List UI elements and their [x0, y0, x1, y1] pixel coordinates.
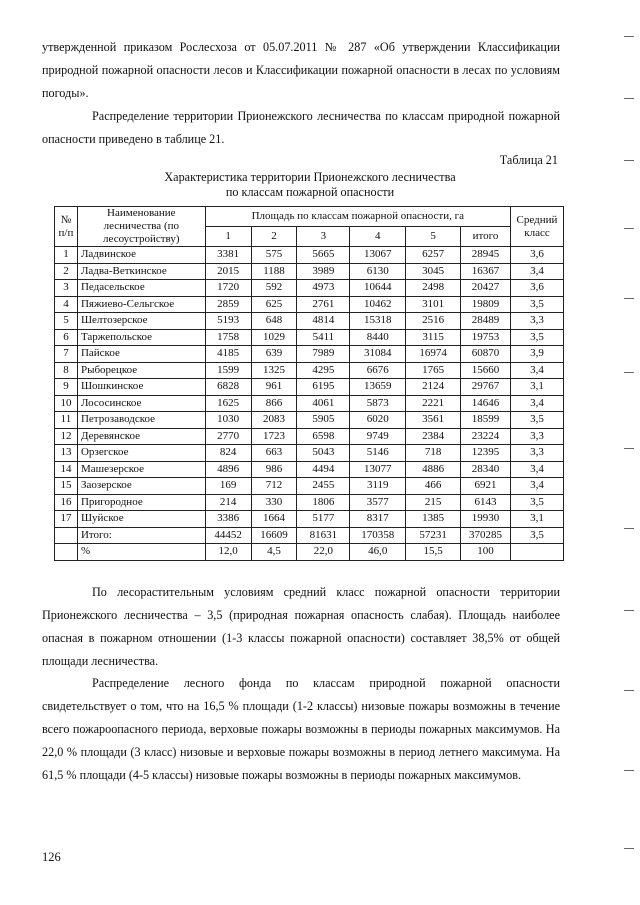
area-value: 3101 [406, 296, 461, 313]
row-number: 12 [55, 428, 78, 445]
table-caption-line2: по классам пожарной опасности [225, 185, 395, 199]
table-row [55, 412, 564, 429]
area-value: 5665 [297, 247, 350, 264]
area-value: 592 [251, 280, 297, 297]
area-value: 4185 [205, 346, 251, 363]
percent-value: 100 [461, 544, 511, 561]
area-value: 6143 [461, 494, 511, 511]
percent-value: 22,0 [297, 544, 350, 561]
area-value: 824 [205, 445, 251, 462]
row-number: 1 [55, 247, 78, 264]
scan-edge-mark [624, 848, 634, 849]
header-class-4: 4 [350, 227, 406, 247]
area-value: 3381 [205, 247, 251, 264]
total-label: Итого: [77, 527, 205, 544]
percent-value: 4,5 [251, 544, 297, 561]
area-value: 8440 [350, 329, 406, 346]
area-value: 663 [251, 445, 297, 462]
area-value: 7989 [297, 346, 350, 363]
area-value: 575 [251, 247, 297, 264]
total-value: 81631 [297, 527, 350, 544]
area-value: 1599 [205, 362, 251, 379]
average-class: 3,4 [510, 478, 563, 495]
forestry-name: Заозерское [77, 478, 205, 495]
area-value: 4814 [297, 313, 350, 330]
row-number: 14 [55, 461, 78, 478]
area-value: 5146 [350, 445, 406, 462]
average-class: 3,4 [510, 461, 563, 478]
paragraph-average-class: По лесорастительным условиям средний класс пожарной опасности территории Прионежского лесничества – 3,5 (природная пожарная опасность слабая). Площадь наиболее опасная в пожарном отношении (1-3 классы пожарной опасности) составляет 38,5% от общей площади лесничества. [42, 585, 560, 668]
forestry-name: Пайское [77, 346, 205, 363]
area-value: 2015 [205, 263, 251, 280]
area-value: 2221 [406, 395, 461, 412]
average-class: 3,3 [510, 445, 563, 462]
area-value: 3989 [297, 263, 350, 280]
average-class: 3,6 [510, 247, 563, 264]
area-value: 5193 [205, 313, 251, 330]
forestry-name: Машезерское [77, 461, 205, 478]
scan-edge-mark [624, 298, 634, 299]
area-value: 13077 [350, 461, 406, 478]
area-value: 625 [251, 296, 297, 313]
area-value: 1030 [205, 412, 251, 429]
table-row [55, 511, 564, 528]
area-value: 23224 [461, 428, 511, 445]
header-avg: Средний класс [510, 207, 563, 247]
forestry-name: Орзегское [77, 445, 205, 462]
forestry-name: Петрозаводское [77, 412, 205, 429]
row-number: 15 [55, 478, 78, 495]
area-value: 1188 [251, 263, 297, 280]
table-row [55, 313, 564, 330]
forestry-name: Лососинское [77, 395, 205, 412]
fire-danger-table [54, 206, 564, 561]
area-value: 1765 [406, 362, 461, 379]
total-value: 170358 [350, 527, 406, 544]
percent-value: 15,5 [406, 544, 461, 561]
area-value: 4061 [297, 395, 350, 412]
area-value: 5177 [297, 511, 350, 528]
average-class: 3,4 [510, 263, 563, 280]
area-value: 18599 [461, 412, 511, 429]
scan-edge-mark [624, 528, 634, 529]
total-value: 44452 [205, 527, 251, 544]
scan-edge-mark [624, 228, 634, 229]
area-value: 2455 [297, 478, 350, 495]
area-value: 29767 [461, 379, 511, 396]
paragraph-distribution: Распределение лесного фонда по классам природной пожарной опасности свидетельствует о том, что на 16,5 % площади (1-2 классы) низовые пожары возможны в течение всего пожароопасного периода, верховые пожары возможны в периоды пожарных максимумов. На 22,0 % площади (3 класс) низовые и верховые пожары возможны в период летнего максимума. На 61,5 % площади (4-5 классы) низовые пожары возможны в периоды пожарных максимумов. [42, 676, 560, 782]
table-row [55, 395, 564, 412]
page-number: 126 [42, 850, 61, 864]
table-row [55, 296, 564, 313]
area-value: 2124 [406, 379, 461, 396]
area-value: 8317 [350, 511, 406, 528]
table-row [55, 428, 564, 445]
area-value: 2384 [406, 428, 461, 445]
area-value: 1664 [251, 511, 297, 528]
area-value: 28945 [461, 247, 511, 264]
row-number: 6 [55, 329, 78, 346]
area-value: 3577 [350, 494, 406, 511]
area-value: 466 [406, 478, 461, 495]
average-class: 3,4 [510, 362, 563, 379]
area-value: 6921 [461, 478, 511, 495]
area-value: 3561 [406, 412, 461, 429]
row-number: 3 [55, 280, 78, 297]
table-row [55, 362, 564, 379]
area-value: 2516 [406, 313, 461, 330]
area-value: 4973 [297, 280, 350, 297]
area-value: 866 [251, 395, 297, 412]
row-number: 5 [55, 313, 78, 330]
header-class-6: итого [461, 227, 511, 247]
row-number: 2 [55, 263, 78, 280]
area-value: 5873 [350, 395, 406, 412]
average-class: 3,3 [510, 313, 563, 330]
row-number: 13 [55, 445, 78, 462]
table-label: Таблица 21 [499, 153, 558, 167]
percent-average [510, 544, 563, 561]
area-value: 13659 [350, 379, 406, 396]
area-value: 2761 [297, 296, 350, 313]
table-row [55, 247, 564, 264]
total-value: 57231 [406, 527, 461, 544]
area-value: 330 [251, 494, 297, 511]
area-value: 1806 [297, 494, 350, 511]
area-value: 1720 [205, 280, 251, 297]
forestry-name: Шошкинское [77, 379, 205, 396]
average-class: 3,4 [510, 395, 563, 412]
row-number: 7 [55, 346, 78, 363]
header-name: Наименование лесничества (по лесоустройству) [77, 207, 205, 247]
percent-label: % [77, 544, 205, 561]
scan-edge-mark [624, 98, 634, 99]
area-value: 19930 [461, 511, 511, 528]
table-row [55, 494, 564, 511]
area-value: 3115 [406, 329, 461, 346]
area-value: 4896 [205, 461, 251, 478]
area-value: 15318 [350, 313, 406, 330]
row-number: 10 [55, 395, 78, 412]
area-value: 60870 [461, 346, 511, 363]
area-value: 20427 [461, 280, 511, 297]
scan-edge-mark [624, 448, 634, 449]
header-class-3: 3 [297, 227, 350, 247]
area-value: 12395 [461, 445, 511, 462]
row-number: 8 [55, 362, 78, 379]
forestry-name: Рыборецкое [77, 362, 205, 379]
forestry-name: Пяжиево-Сельгское [77, 296, 205, 313]
area-value: 6257 [406, 247, 461, 264]
area-value: 19753 [461, 329, 511, 346]
total-average: 3,5 [510, 527, 563, 544]
area-value: 5043 [297, 445, 350, 462]
table-row [55, 478, 564, 495]
area-value: 1723 [251, 428, 297, 445]
scan-edge-mark [624, 610, 634, 611]
area-value: 4886 [406, 461, 461, 478]
forestry-name: Шелтозерское [77, 313, 205, 330]
row-number: 16 [55, 494, 78, 511]
table-header-row [55, 207, 564, 227]
percent-value: 12,0 [205, 544, 251, 561]
area-value: 1029 [251, 329, 297, 346]
area-value: 639 [251, 346, 297, 363]
average-class: 3,3 [510, 428, 563, 445]
average-class: 3,6 [510, 280, 563, 297]
table-row [55, 346, 564, 363]
area-value: 6020 [350, 412, 406, 429]
area-value: 2498 [406, 280, 461, 297]
area-value: 6195 [297, 379, 350, 396]
forestry-name: Ладвинское [77, 247, 205, 264]
header-class-5: 5 [406, 227, 461, 247]
forestry-name: Педасельское [77, 280, 205, 297]
area-value: 6676 [350, 362, 406, 379]
area-value: 31084 [350, 346, 406, 363]
area-value: 648 [251, 313, 297, 330]
area-value: 2859 [205, 296, 251, 313]
area-value: 1385 [406, 511, 461, 528]
area-value: 6130 [350, 263, 406, 280]
area-value: 1758 [205, 329, 251, 346]
area-value: 15660 [461, 362, 511, 379]
table-row [55, 263, 564, 280]
header-area: Площадь по классам пожарной опасности, га [205, 207, 510, 227]
average-class: 3,1 [510, 379, 563, 396]
row-number: 11 [55, 412, 78, 429]
total-value: 16609 [251, 527, 297, 544]
area-value: 1325 [251, 362, 297, 379]
total-value: 370285 [461, 527, 511, 544]
area-value: 28489 [461, 313, 511, 330]
row-number: 4 [55, 296, 78, 313]
table-row [55, 379, 564, 396]
row-number: 9 [55, 379, 78, 396]
table-row [55, 445, 564, 462]
area-value: 14646 [461, 395, 511, 412]
header-class-2: 2 [251, 227, 297, 247]
area-value: 214 [205, 494, 251, 511]
total-num-empty [55, 527, 78, 544]
average-class: 3,9 [510, 346, 563, 363]
average-class: 3,5 [510, 494, 563, 511]
average-class: 3,5 [510, 329, 563, 346]
table-row [55, 280, 564, 297]
percent-num-empty [55, 544, 78, 561]
area-value: 16974 [406, 346, 461, 363]
scan-edge-mark [624, 770, 634, 771]
area-value: 4494 [297, 461, 350, 478]
intro-continuation: утвержденной приказом Рослесхоза от 05.07.2011 № 287 «Об утверждении Классификации природной пожарной опасности лесов и Классификации пожарной опасности в лесах по условиям погоды». [42, 40, 560, 100]
area-value: 986 [251, 461, 297, 478]
area-value: 10462 [350, 296, 406, 313]
area-value: 5905 [297, 412, 350, 429]
table-caption-line1: Характеристика территории Прионежского лесничества [164, 170, 456, 184]
scan-edge-mark [624, 690, 634, 691]
area-value: 9749 [350, 428, 406, 445]
area-value: 2083 [251, 412, 297, 429]
area-value: 169 [205, 478, 251, 495]
area-value: 13067 [350, 247, 406, 264]
table-row [55, 461, 564, 478]
row-number: 17 [55, 511, 78, 528]
area-value: 10644 [350, 280, 406, 297]
scan-edge-mark [624, 372, 634, 373]
area-value: 718 [406, 445, 461, 462]
area-value: 5411 [297, 329, 350, 346]
area-value: 19809 [461, 296, 511, 313]
header-class-1: 1 [205, 227, 251, 247]
area-value: 2770 [205, 428, 251, 445]
total-row [55, 527, 564, 544]
forestry-name: Шуйское [77, 511, 205, 528]
area-value: 6598 [297, 428, 350, 445]
area-value: 3119 [350, 478, 406, 495]
area-value: 3386 [205, 511, 251, 528]
area-value: 16367 [461, 263, 511, 280]
area-value: 215 [406, 494, 461, 511]
average-class: 3,1 [510, 511, 563, 528]
area-value: 1625 [205, 395, 251, 412]
table-row [55, 329, 564, 346]
area-value: 6828 [205, 379, 251, 396]
forestry-name: Таржепольское [77, 329, 205, 346]
area-value: 4295 [297, 362, 350, 379]
percent-row [55, 544, 564, 561]
table-caption [100, 170, 520, 200]
average-class: 3,5 [510, 296, 563, 313]
forestry-name: Деревянское [77, 428, 205, 445]
area-value: 28340 [461, 461, 511, 478]
area-value: 3045 [406, 263, 461, 280]
scan-edge-mark [624, 160, 634, 161]
scan-edge-mark [624, 36, 634, 37]
forestry-name: Ладва-Веткинское [77, 263, 205, 280]
average-class: 3,5 [510, 412, 563, 429]
intro-table-reference: Распределение территории Прионежского лесничества по классам природной пожарной опасности приведено в таблице 21. [42, 109, 560, 146]
percent-value: 46,0 [350, 544, 406, 561]
area-value: 961 [251, 379, 297, 396]
header-num: № п/п [55, 207, 78, 247]
forestry-name: Пригородное [77, 494, 205, 511]
area-value: 712 [251, 478, 297, 495]
